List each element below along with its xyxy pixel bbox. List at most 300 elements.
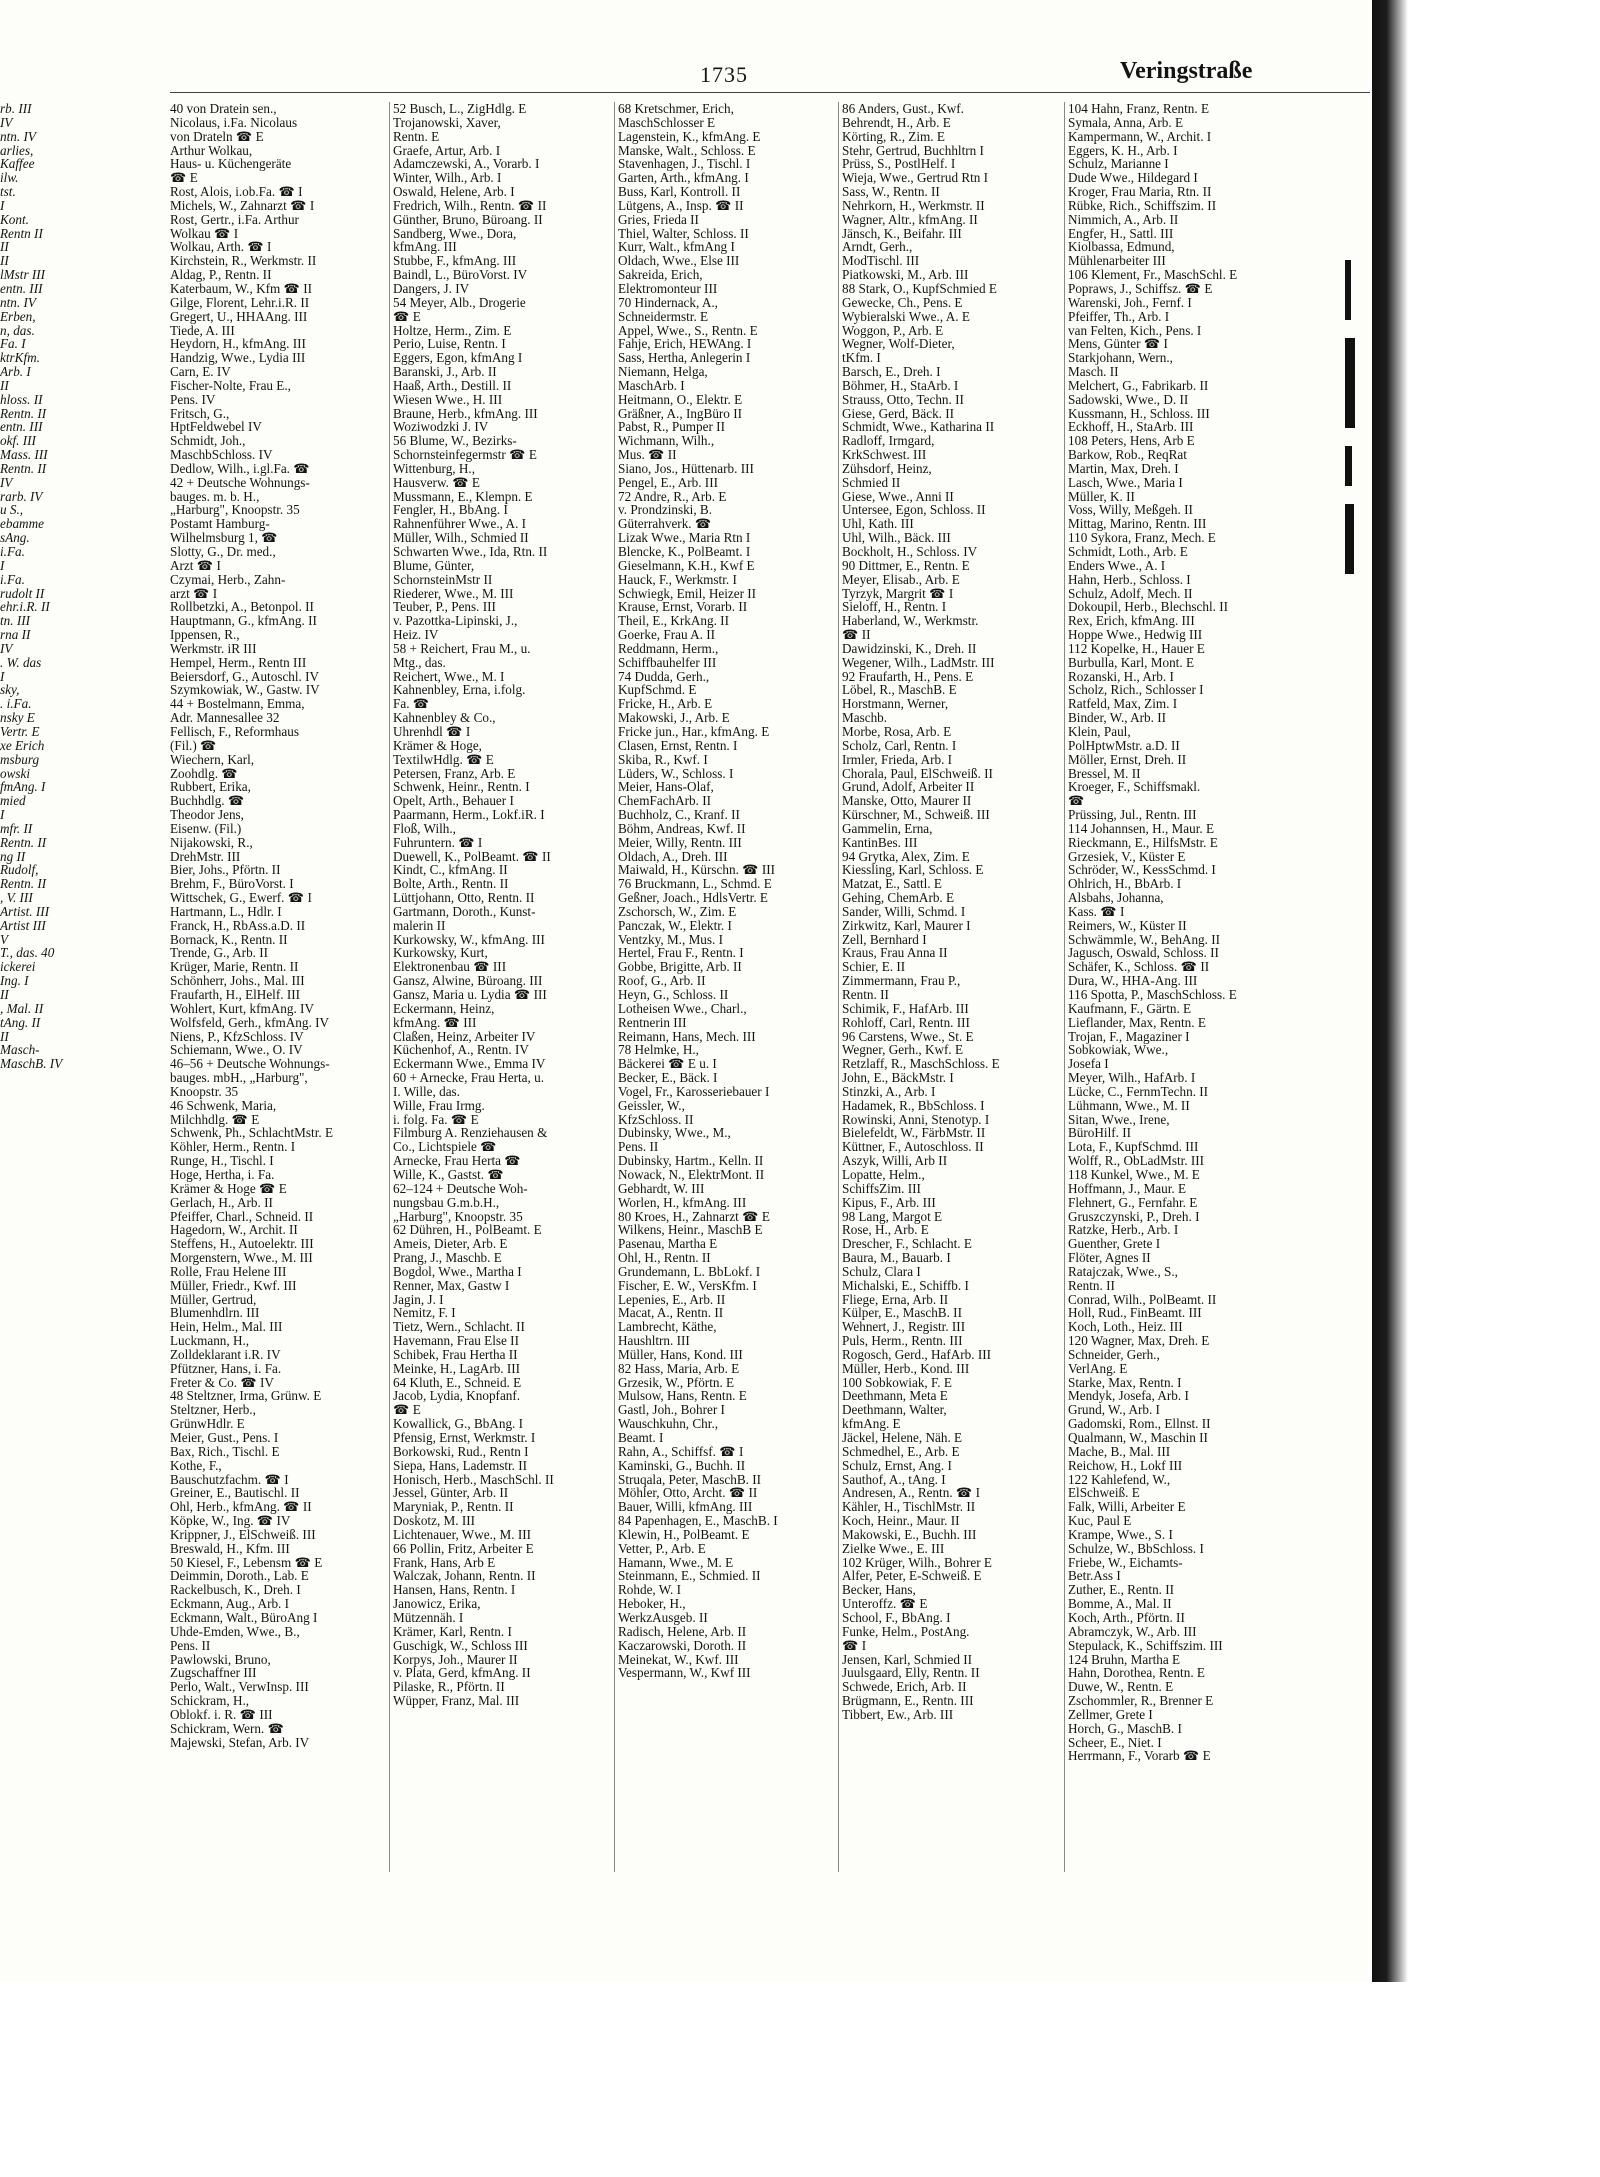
directory-entry-line: Elektronenbau ☎ III xyxy=(393,959,507,975)
directory-entry-line: Koch, Loth., Heiz. III xyxy=(1068,1319,1183,1335)
directory-entry-line: I. Wille, das. xyxy=(393,1083,460,1099)
directory-entry-line: Hauptmann, G., kfmAng. II xyxy=(170,613,317,629)
directory-entry-line: Fraufarth, H., ElHelf. III xyxy=(170,987,300,1002)
directory-entry-line: Gilge, Florent, Lehr.i.R. II xyxy=(170,294,310,310)
directory-entry-line: Wichmann, Wilh., xyxy=(618,433,715,449)
directory-entry-line: Fengler, H., BbAng. I xyxy=(393,502,508,518)
directory-entry-line: Frank, Hans, Arb E xyxy=(393,1554,496,1570)
directory-entry-line: 44 + Bostelmann, Emma, xyxy=(170,696,305,712)
directory-entry-line: v. Plata, Gerd, kfmAng. II xyxy=(393,1665,531,1681)
directory-entry-line: Kussmann, H., Schloss. III xyxy=(1068,405,1210,421)
directory-entry-line: Schmidt, Wwe., Katharina II xyxy=(842,419,995,435)
directory-entry-line: Sitan, Wwe., Irene, xyxy=(1068,1111,1170,1127)
fragment-line: Artist III xyxy=(0,917,46,933)
directory-entry-line: 70 Hindernack, A., xyxy=(618,294,718,310)
directory-entry-line: Conrad, Wilh., PolBeamt. II xyxy=(1068,1291,1217,1307)
directory-entry-line: Rowinski, Anni, Stenotyp. I xyxy=(842,1111,990,1127)
directory-entry-line: Greiner, E., Bautischl. II xyxy=(170,1485,300,1501)
directory-entry-line: Oblokf. i. R. ☎ III xyxy=(170,1706,273,1722)
directory-entry-line: Fricke, H., Arb. E xyxy=(618,696,713,712)
directory-entry-line: Bauer, Willi, kfmAng. III xyxy=(618,1499,753,1515)
directory-entry-line: Wittenburg, H., xyxy=(393,460,476,476)
directory-entry-line: Stehr, Gertrud, Buchhltrn I xyxy=(842,142,984,158)
directory-entry-line: Scholz, Carl, Rentn. I xyxy=(842,737,957,753)
directory-entry-line: Pfensig, Ernst, Werkmstr. I xyxy=(393,1430,536,1445)
directory-entry-line: Pfützner, Hans, i. Fa. xyxy=(170,1360,282,1376)
directory-entry-line: Siepa, Hans, Lademstr. II xyxy=(393,1457,528,1473)
fragment-line: , Mal. II xyxy=(0,1000,44,1016)
fragment-line: n, das. xyxy=(0,322,35,338)
directory-entry-line: 46–56 + Deutsche Wohnungs- xyxy=(170,1056,330,1072)
directory-entry-line: Gammelin, Erna, xyxy=(842,820,933,836)
directory-entry-line: Schwede, Erich, Arb. II xyxy=(842,1679,967,1695)
directory-entry-line: Fahje, Erich, HEWAng. I xyxy=(618,336,752,352)
directory-entry-line: Zoohdlg. ☎ xyxy=(170,765,238,781)
directory-entry-line: van Felten, Kich., Pens. I xyxy=(1068,322,1202,338)
directory-entry-line: Jessel, Günter, Arb. II xyxy=(393,1485,509,1501)
directory-entry-line: Opelt, Arth., Behauer I xyxy=(393,793,514,809)
directory-entry-line: Giese, Gerd, Bäck. II xyxy=(842,405,955,421)
directory-entry-line: Mulsow, Hans, Rentn. E xyxy=(618,1388,747,1404)
directory-entry-line: Schäfer, K., Schloss. ☎ II xyxy=(1068,959,1210,975)
directory-entry-line: Wieja, Wwe., Gertrud Rtn I xyxy=(842,170,989,186)
directory-entry-line: Buss, Karl, Kontroll. II xyxy=(618,184,741,200)
directory-entry-line: 88 Stark, O., KupfSchmied E xyxy=(842,280,997,296)
directory-entry-line: Fliege, Erna, Arb. II xyxy=(842,1291,949,1307)
directory-entry-line: Giese, Wwe., Anni II xyxy=(842,488,954,504)
directory-entry-line: Jänsch, K., Beifahr. III xyxy=(842,225,962,241)
directory-entry-line: Stubbe, F., kfmAng. III xyxy=(393,253,517,269)
directory-entry-line: MaschbSchloss. IV xyxy=(170,447,273,463)
fragment-line: i.Fa. xyxy=(0,544,25,559)
directory-entry-line: Mtg., das. xyxy=(393,654,446,670)
directory-entry-line: Hauck, F., Werkmstr. I xyxy=(618,571,737,587)
directory-entry-line: Ratfeld, Max, Zim. I xyxy=(1068,696,1178,712)
directory-entry-line: 122 Kahlefend, W., xyxy=(1068,1471,1171,1487)
directory-entry-line: Aldag, P., Rentn. II xyxy=(170,267,272,283)
directory-entry-line: Haaß, Arth., Destill. II xyxy=(393,377,512,393)
directory-entry-line: Freter & Co. ☎ IV xyxy=(170,1374,274,1390)
directory-entry-line: Wohlert, Kurt, kfmAng. IV xyxy=(170,1000,314,1016)
directory-entry-line: Kowallick, G., BbAng. I xyxy=(393,1416,524,1432)
directory-entry-line: Krause, Ernst, Vorarb. II xyxy=(618,599,748,615)
directory-entry-line: Lopatte, Helm., xyxy=(842,1166,925,1182)
directory-entry-line: Thiel, Walter, Schloss. II xyxy=(618,225,749,241)
directory-entry-line: Bier, Johs., Pförtn. II xyxy=(170,862,281,878)
directory-entry-line: 118 Kunkel, Wwe., M. E xyxy=(1068,1166,1200,1182)
directory-entry-line: Heydorn, H., kfmAng. III xyxy=(170,336,306,352)
directory-entry-line: Schulz, Marianne I xyxy=(1068,156,1169,172)
directory-entry-line: Filmburg A. Renziehausen & xyxy=(393,1125,548,1141)
directory-entry-line: Radloff, Irmgard, xyxy=(842,433,935,449)
directory-entry-line: Perlo, Walt., VerwInsp. III xyxy=(170,1679,309,1695)
directory-entry-line: Guschigk, W., Schloss III xyxy=(393,1637,528,1653)
directory-entry-line: Arzt ☎ I xyxy=(170,557,221,573)
directory-entry-line: Klewin, H., PolBeamt. E xyxy=(618,1526,750,1542)
directory-entry-line: Rollbetzki, A., Betonpol. II xyxy=(170,599,314,615)
fragment-line: Masch- xyxy=(0,1042,40,1058)
directory-entry-line: Makowski, E., Buchh. III xyxy=(842,1526,977,1542)
fragment-line: ktrKfm. xyxy=(0,350,40,366)
directory-entry-line: Mützennäh. I xyxy=(393,1609,464,1625)
directory-entry-line: Kroeger, F., Schiffsmakl. xyxy=(1068,779,1201,795)
directory-entry-line: Wilhelmsburg 1, ☎ xyxy=(170,530,278,546)
directory-entry-line: Piatkowski, M., Arb. III xyxy=(842,267,969,283)
directory-entry-line: Lambrecht, Käthe, xyxy=(618,1319,717,1335)
directory-entry-line: Szymkowiak, W., Gastw. IV xyxy=(170,682,320,698)
directory-entry-line: Hamann, Wwe., M. E xyxy=(618,1554,734,1570)
directory-entry-line: Steffens, H., Autoelektr. III xyxy=(170,1236,314,1252)
directory-entry-line: Meyer, Elisab., Arb. E xyxy=(842,571,960,587)
fragment-line: Ing. I xyxy=(0,973,29,989)
directory-entry-line: Hein, Helm., Mal. III xyxy=(170,1319,283,1335)
directory-entry-line: Retzlaff, R., MaschSchloss. E xyxy=(842,1056,1000,1072)
directory-entry-line: Rex, Erich, kfmAng. III xyxy=(1068,613,1195,629)
fragment-line: I xyxy=(0,668,5,684)
directory-entry-line: Popraws, J., Schiffsz. ☎ E xyxy=(1068,280,1213,296)
directory-entry-line: Wolkau, Arth. ☎ I xyxy=(170,239,272,255)
directory-entry-line: malerin II xyxy=(393,917,446,933)
directory-entry-line: Pens. II xyxy=(170,1637,211,1653)
directory-entry-line: 86 Anders, Gust., Kwf. xyxy=(842,101,964,116)
directory-entry-line: Zugschaffner III xyxy=(170,1665,257,1681)
directory-entry-line: Wiesen Wwe., H. III xyxy=(393,391,503,407)
directory-entry-line: Borkowski, Rud., Rentn I xyxy=(393,1443,529,1459)
directory-entry-line: Pfeiffer, Th., Arb. I xyxy=(1068,308,1170,324)
directory-entry-line: 58 + Reichert, Frau M., u. xyxy=(393,640,531,656)
directory-entry-line: 106 Klement, Fr., MaschSchl. E xyxy=(1068,267,1238,283)
directory-entry-line: 100 Sobkowiak, F. E xyxy=(842,1374,952,1390)
directory-entry-line: Kipus, F., Arb. III xyxy=(842,1194,936,1210)
directory-entry-line: Prang, J., Maschb. E xyxy=(393,1250,502,1266)
directory-entry-line: Mittag, Marino, Rentn. III xyxy=(1068,516,1207,532)
directory-entry-line: Hoppe Wwe., Hedwig III xyxy=(1068,627,1203,643)
directory-entry-line: Arthur Wolkau, xyxy=(170,142,253,158)
directory-entry-line: Trojan, F., Magaziner I xyxy=(1068,1028,1190,1044)
directory-entry-line: Walczak, Johann, Rentn. II xyxy=(393,1568,536,1584)
directory-entry-line: Worlen, H., kfmAng. III xyxy=(618,1194,747,1210)
directory-entry-line: Gobbe, Brigitte, Arb. II xyxy=(618,959,742,975)
directory-entry-line: Müller, Friedr., Kwf. III xyxy=(170,1277,297,1293)
directory-entry-line: Niens, P., KfzSchloss. IV xyxy=(170,1028,304,1044)
directory-entry-line: Brehm, F., BüroVorst. I xyxy=(170,876,294,892)
directory-entry-line: Mache, B., Mal. III xyxy=(1068,1443,1171,1459)
fragment-line: Rentn. II xyxy=(0,460,47,476)
directory-entry-line: Zschommler, R., Brenner E xyxy=(1068,1693,1214,1709)
directory-entry-line: Schier, E. II xyxy=(842,959,906,975)
directory-entry-line: Zell, Bernhard I xyxy=(842,931,927,947)
directory-entry-line: Kaczarowski, Doroth. II xyxy=(618,1637,747,1653)
fragment-line: ickerei xyxy=(0,959,36,975)
directory-entry-line: Bielefeldt, W., FärbMstr. II xyxy=(842,1125,986,1141)
directory-entry-line: tKfm. I xyxy=(842,350,881,366)
directory-entry-line: 104 Hahn, Franz, Rentn. E xyxy=(1068,101,1210,116)
directory-entry-line: Zolldeklarant i.R. IV xyxy=(170,1346,281,1362)
directory-entry-line: Bogdol, Wwe., Martha I xyxy=(393,1263,522,1279)
directory-entry-line: Deethmann, Meta E xyxy=(842,1388,948,1404)
directory-entry-line: Goerke, Frau A. II xyxy=(618,627,716,643)
directory-entry-line: Czymai, Herb., Zahn- xyxy=(170,571,286,587)
directory-entry-line: Doskotz, M. III xyxy=(393,1513,476,1529)
directory-entry-line: Maiwald, H., Kürschn. ☎ III xyxy=(618,862,776,878)
directory-entry-line: Fuhruntern. ☎ I xyxy=(393,834,483,850)
directory-entry-line: Wittschek, G., Ewerf. ☎ I xyxy=(170,890,312,906)
directory-entry-line: Struqala, Peter, MaschB. II xyxy=(618,1471,762,1487)
fragment-line: II xyxy=(0,377,9,393)
directory-entry-line: Güterrahverk. ☎ xyxy=(618,516,712,532)
directory-entry-line: Kaminski, G., Buchh. II xyxy=(618,1457,746,1473)
fragment-line: rb. III xyxy=(0,101,32,116)
fragment-line: Rentn. II xyxy=(0,834,47,850)
directory-entry-line: Runge, H., Tischl. I xyxy=(170,1153,274,1169)
directory-entry-line: Wolkau ☎ I xyxy=(170,225,239,241)
directory-entry-line: Trojanowski, Xaver, xyxy=(393,114,501,130)
directory-entry-line: Bäckerei ☎ E u. I xyxy=(618,1056,717,1072)
fragment-line: Vertr. E xyxy=(0,723,40,739)
fragment-line: lMstr III xyxy=(0,267,46,283)
directory-entry-line: Heitmann, O., Elektr. E xyxy=(618,391,743,407)
directory-entry-line: Symala, Anna, Arb. E xyxy=(1068,114,1184,130)
directory-entry-line: v. Pazottka-Lipinski, J., xyxy=(393,613,518,629)
directory-entry-line: Fritsch, G., xyxy=(170,405,230,421)
directory-entry-line: Schornsteinfegermstr ☎ E xyxy=(393,447,537,463)
directory-entry-line: Braune, Herb., kfmAng. III xyxy=(393,405,538,421)
directory-entry-line: arzt ☎ I xyxy=(170,585,218,601)
directory-entry-line: Fischer, E. W., VersKfm. I xyxy=(618,1277,757,1293)
directory-entry-line: Dangers, J. IV xyxy=(393,280,470,296)
directory-entry-line: 78 Helmke, H., xyxy=(618,1042,699,1058)
directory-entry-line: Bornack, K., Rentn. II xyxy=(170,931,288,947)
directory-entry-line: Morgenstern, Wwe., M. III xyxy=(170,1250,313,1266)
directory-entry-line: Michalski, E., Schiffb. I xyxy=(842,1277,969,1293)
directory-entry-line: kfmAng. ☎ III xyxy=(393,1014,477,1030)
directory-entry-line: Müller, Gertrud, xyxy=(170,1291,257,1307)
directory-entry-line: ☎ E xyxy=(393,308,421,324)
directory-entry-line: Dura, W., HHA-Ang. III xyxy=(1068,973,1198,989)
street-name-header: Veringstraße xyxy=(1120,58,1253,84)
directory-entry-line: Rentnerin III xyxy=(618,1014,687,1030)
directory-entry-line: Ohl, H., Rentn. II xyxy=(618,1250,711,1266)
directory-entry-line: Baranski, J., Arb. II xyxy=(393,364,497,380)
directory-entry-line: Zirkwitz, Karl, Maurer I xyxy=(842,917,971,933)
directory-entry-line: Hahn, Dorothea, Rentn. E xyxy=(1068,1665,1205,1681)
directory-entry-line: 120 Wagner, Max, Dreh. E xyxy=(1068,1333,1210,1349)
directory-entry-line: Meier, Willy, Rentn. III xyxy=(618,834,742,850)
directory-entry-line: Hagedorn, W., Archit. II xyxy=(170,1222,298,1238)
directory-entry-line: Lotheisen Wwe., Charl., xyxy=(618,1000,747,1016)
directory-entry-line: Theil, E., KrkAng. II xyxy=(618,613,729,629)
directory-entry-line: Holl, Rud., FinBeamt. III xyxy=(1068,1305,1202,1321)
directory-entry-line: Grundemann, L. BbLokf. I xyxy=(618,1263,761,1279)
directory-entry-line: Fischer-Nolte, Frau E., xyxy=(170,377,291,393)
directory-entry-line: ☎ II xyxy=(842,627,871,643)
directory-entry-line: Wiechern, Karl, xyxy=(170,751,255,767)
directory-entry-line: Nehrkorn, H., Werkmstr. II xyxy=(842,197,985,213)
directory-entry-line: 110 Sykora, Franz, Mech. E xyxy=(1068,530,1216,546)
directory-entry-line: Gadomski, Rom., Ellnst. II xyxy=(1068,1416,1211,1432)
directory-entry-line: Köpke, W., Ing. ☎ IV xyxy=(170,1513,291,1529)
directory-column-5 xyxy=(1068,102,1283,1763)
directory-entry-line: Masch. II xyxy=(1068,364,1119,380)
directory-entry-line: Unteroffz. ☎ E xyxy=(842,1596,928,1612)
directory-entry-line: Vetter, P., Arb. E xyxy=(618,1540,706,1556)
directory-entry-line: Clasen, Ernst, Rentn. I xyxy=(618,737,738,753)
directory-entry-line: Burbulla, Karl, Mont. E xyxy=(1068,654,1194,670)
directory-entry-line: Zimmermann, Frau P., xyxy=(842,973,961,989)
directory-entry-line: Dude Wwe., Hildegard I xyxy=(1068,170,1198,186)
directory-entry-line: Rahn, A., Schiffsf. ☎ I xyxy=(618,1443,744,1459)
directory-entry-line: Haberland, W., Werkmstr. xyxy=(842,613,979,629)
directory-entry-line: Holtze, Herm., Zim. E xyxy=(393,322,512,338)
fragment-line: IV xyxy=(0,640,13,656)
directory-entry-line: Schneider, Gerh., xyxy=(1068,1346,1160,1362)
directory-entry-line: Gansz, Alwine, Büroang. III xyxy=(393,973,543,989)
directory-entry-line: Binder, W., Arb. II xyxy=(1068,710,1167,726)
directory-entry-line: Rost, Alois, i.ob.Fa. ☎ I xyxy=(170,184,303,200)
directory-entry-line: Sass, Hertha, Anlegerin I xyxy=(618,350,751,366)
directory-entry-line: Melchert, G., Fabrikarb. II xyxy=(1068,377,1209,393)
directory-entry-line: Krippner, J., ElSchweiß. III xyxy=(170,1526,316,1542)
directory-entry-line: Reimann, Hans, Mech. III xyxy=(618,1028,756,1044)
directory-entry-line: Breswald, H., Kfm. III xyxy=(170,1540,290,1556)
directory-entry-line: Kurkowsky, W., kfmAng. III xyxy=(393,931,545,947)
fragment-line: II xyxy=(0,239,9,255)
directory-entry-line: DrehMstr. III xyxy=(170,848,241,864)
directory-entry-line: Friebe, W., Eichamts- xyxy=(1068,1554,1183,1570)
directory-entry-line: Slotty, G., Dr. med., xyxy=(170,544,276,559)
fragment-line: entn. III xyxy=(0,419,43,435)
directory-entry-line: Matzat, E., Sattl. E xyxy=(842,876,942,892)
directory-entry-line: Schröder, W., KessSchmd. I xyxy=(1068,862,1216,878)
directory-column-1 xyxy=(170,102,384,1749)
directory-entry-line: SchiffsZim. III xyxy=(842,1180,921,1196)
fragment-line: mfr. II xyxy=(0,820,33,836)
column-divider xyxy=(389,102,390,1872)
directory-entry-line: Nimmich, A., Arb. II xyxy=(1068,211,1179,227)
directory-entry-line: Franck, H., RbAss.a.D. II xyxy=(170,917,306,933)
directory-entry-line: 124 Bruhn, Martha E xyxy=(1068,1651,1181,1667)
directory-entry-line: Kuc, Paul E xyxy=(1068,1513,1132,1529)
fragment-line: II xyxy=(0,1028,9,1044)
fragment-line: i.Fa. xyxy=(0,571,25,587)
directory-entry-line: ModTischl. III xyxy=(842,253,920,269)
directory-entry-line: Grzesiek, V., Küster E xyxy=(1068,848,1186,864)
fragment-line: owski xyxy=(0,765,31,781)
fragment-line: I xyxy=(0,197,5,213)
directory-entry-line: 68 Kretschmer, Erich, xyxy=(618,101,734,116)
directory-entry-line: Dokoupil, Herb., Blechschl. II xyxy=(1068,599,1229,615)
fragment-line: sAng. xyxy=(0,530,30,546)
directory-entry-line: 74 Dudda, Gerh., xyxy=(618,668,710,684)
directory-entry-line: Hoffmann, J., Maur. E xyxy=(1068,1180,1187,1196)
directory-entry-line: KfzSchloss. II xyxy=(618,1111,694,1127)
directory-entry-line: Manske, Otto, Maurer II xyxy=(842,793,972,809)
directory-entry-line: Müller, Hans, Kond. III xyxy=(618,1346,743,1362)
directory-entry-line: Blencke, K., PolBeamt. I xyxy=(618,544,751,559)
directory-entry-line: Schmied II xyxy=(842,474,901,490)
directory-entry-line: 48 Steltzner, Irma, Grünw. E xyxy=(170,1388,322,1404)
directory-entry-line: Voss, Willy, Meßgeh. II xyxy=(1068,502,1193,518)
directory-entry-line: Jensen, Karl, Schmied II xyxy=(842,1651,973,1667)
directory-entry-line: 62–124 + Deutsche Woh- xyxy=(393,1180,528,1196)
directory-entry-line: Roof, G., Arb. II xyxy=(618,973,706,989)
directory-entry-line: „Harburg", Knoopstr. 35 xyxy=(393,1208,523,1224)
directory-entry-line: Elektromonteur III xyxy=(618,280,718,296)
directory-entry-line: Eckermann, Heinz, xyxy=(393,1000,495,1016)
directory-entry-line: Postamt Hamburg- xyxy=(170,516,270,532)
directory-entry-line: Bockholt, H., Schloss. IV xyxy=(842,544,978,559)
directory-entry-line: Luckmann, H., xyxy=(170,1333,250,1349)
directory-entry-line: Flöter, Agnes II xyxy=(1068,1250,1151,1266)
directory-entry-line: Ratzke, Herb., Arb. I xyxy=(1068,1222,1179,1238)
directory-entry-line: Heboker, H., xyxy=(618,1596,686,1612)
directory-entry-line: Meyer, Wilh., HafArb. I xyxy=(1068,1070,1196,1086)
directory-entry-line: HptFeldwebel IV xyxy=(170,419,262,435)
directory-entry-line: Scholz, Rich., Schlosser I xyxy=(1068,682,1204,698)
directory-entry-line: Vespermann, W., Kwf III xyxy=(618,1665,751,1681)
directory-entry-line: Pens. II xyxy=(618,1139,659,1155)
directory-entry-line: ☎ E xyxy=(170,170,198,186)
fragment-line: ng II xyxy=(0,848,26,864)
directory-entry-line: Schulz, Ernst, Ang. I xyxy=(842,1457,952,1473)
fragment-line: msburg xyxy=(0,751,40,767)
directory-entry-line: Dedlow, Wilh., i.gl.Fa. ☎ xyxy=(170,460,310,476)
directory-entry-line: Sadowski, Wwe., D. II xyxy=(1068,391,1189,407)
directory-entry-line: 112 Kopelke, H., Hauer E xyxy=(1068,640,1205,656)
fragment-line: rudolt II xyxy=(0,585,45,601)
directory-entry-line: Lota, F., KupfSchmd. III xyxy=(1068,1139,1199,1155)
directory-entry-line: Rohde, W. I xyxy=(618,1582,682,1598)
directory-entry-line: MaschSchlosser E xyxy=(618,114,716,130)
directory-entry-line: Wille, Frau Irmg. xyxy=(393,1097,485,1113)
directory-entry-line: Martin, Max, Dreh. I xyxy=(1068,460,1179,476)
directory-entry-line: (Fil.) ☎ xyxy=(170,737,217,753)
directory-entry-line: Sander, Willi, Schmd. I xyxy=(842,903,966,919)
directory-entry-line: Müller, Wilh., Schmied II xyxy=(393,530,529,546)
directory-entry-line: Gruszczynski, P., Dreh. I xyxy=(1068,1208,1200,1224)
column-divider xyxy=(614,102,615,1872)
directory-entry-line: Buchholz, C., Kranf. II xyxy=(618,807,740,823)
directory-entry-line: 84 Papenhagen, E., MaschB. I xyxy=(618,1513,778,1529)
directory-entry-line: Wybieralski Wwe., A. E xyxy=(842,308,970,324)
directory-entry-line: Zühsdorf, Heinz, xyxy=(842,460,932,476)
directory-entry-line: Geissler, W., xyxy=(618,1097,685,1113)
directory-entry-line: Wille, K., Gastst. ☎ xyxy=(393,1166,504,1182)
directory-entry-line: Kürschner, M., Schweiß. III xyxy=(842,807,990,823)
directory-entry-line: Tibbert, Ew., Arb. III xyxy=(842,1706,954,1722)
directory-entry-line: Wegner, Gerh., Kwf. E xyxy=(842,1042,964,1058)
directory-entry-line: Rackelbusch, K., Dreh. I xyxy=(170,1582,301,1598)
fragment-line: , V. III xyxy=(0,890,33,906)
directory-entry-line: Skiba, R., Kwf. I xyxy=(618,751,708,767)
directory-entry-line: 92 Fraufarth, H., Pens. E xyxy=(842,668,974,684)
fragment-line: arlies, xyxy=(0,142,34,158)
directory-entry-line: Krampe, Wwe., S. I xyxy=(1068,1526,1173,1542)
fragment-line: rna II xyxy=(0,627,31,643)
fragment-line: Rentn II xyxy=(0,225,43,241)
directory-entry-line: ☎ xyxy=(1068,793,1085,809)
fragment-line: Fa. I xyxy=(0,336,26,352)
directory-entry-line: School, F., BbAng. I xyxy=(842,1609,951,1625)
directory-entry-line: 94 Grytka, Alex, Zim. E xyxy=(842,848,970,864)
directory-entry-line: Guenther, Grete I xyxy=(1068,1236,1161,1252)
directory-entry-line: Schmidt, Loth., Arb. E xyxy=(1068,544,1188,559)
directory-entry-line: Eckhoff, H., StaArb. III xyxy=(1068,419,1194,435)
directory-entry-line: Riederer, Wwe., M. III xyxy=(393,585,514,601)
directory-entry-line: 102 Krüger, Wilh., Bohrer E xyxy=(842,1554,992,1570)
directory-column-4 xyxy=(842,102,1060,1722)
fragment-line: I xyxy=(0,807,5,823)
